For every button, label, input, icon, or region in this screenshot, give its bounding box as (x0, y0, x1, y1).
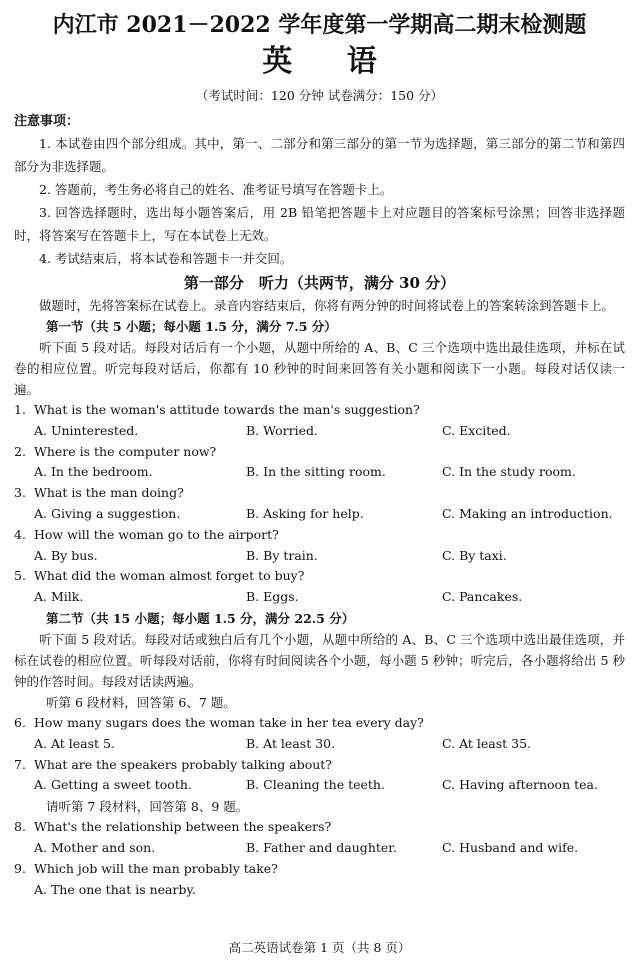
question-1 (14, 400, 625, 421)
question-number: 8. (14, 819, 26, 835)
option-a: A. In the bedroom. (34, 464, 153, 480)
question-3 (14, 483, 625, 504)
option-c: C. Having afternoon tea. (442, 777, 598, 793)
question-text: What are the speakers probably talking about? (34, 756, 333, 772)
options-6 (14, 734, 625, 755)
section1-heading: 第一节（共 5 小题；每小题 1.5 分，满分 7.5 分） (46, 319, 337, 334)
question-9 (14, 859, 625, 880)
question-number: 9. (14, 860, 26, 876)
question-8 (14, 817, 625, 838)
notice-item: 1. 本试卷由四个部分组成。其中，第一、二部分和第三部分的第一节为选择题，第三部分的第二节和第四部分为非选择题。 (14, 136, 625, 174)
option-a: A. Milk. (34, 589, 84, 605)
question-number: 3. (14, 485, 26, 501)
question-2 (14, 442, 625, 463)
question-text: How many sugars does the woman take in her tea every day? (34, 714, 424, 730)
question-text: How will the woman go to the airport? (34, 526, 279, 542)
section1-intro: 听下面 5 段对话。每段对话后有一个小题，从题中所给的 A、B、C 三个选项中选出最佳选项，并标在试卷的相应位置。听完每段对话后，你都有 10 秒钟的时间来回答有关小题和阅读下一小题。每段对话仅读一遍。 (14, 340, 625, 397)
option-b: B. Asking for help. (246, 505, 364, 521)
question-text: Which job will the man probably take? (34, 860, 278, 876)
exam-info: （考试时间：120 分钟 试卷满分：150 分） (195, 88, 444, 103)
option-a: A. Uninterested. (34, 422, 139, 438)
option-a: A. Mother and son. (34, 839, 156, 855)
option-c: C. Excited. (442, 422, 511, 438)
option-a: A. The one that is nearby. (34, 881, 196, 897)
option-b: B. By train. (246, 547, 318, 563)
option-c: C. In the study room. (442, 464, 576, 480)
section2-heading: 第二节（共 15 小题；每小题 1.5 分，满分 22.5 分） (46, 610, 355, 626)
question-number: 7. (14, 756, 26, 772)
option-c: C. By taxi. (442, 547, 507, 563)
exam-title: 内江市 2021－2022 学年度第一学期高二期末检测题 (52, 12, 587, 38)
question-number: 2. (14, 443, 26, 459)
option-a: A. By bus. (34, 547, 98, 563)
options-5 (14, 587, 625, 608)
question-number: 5. (14, 568, 26, 584)
option-b: B. In the sitting room. (246, 464, 386, 480)
question-4 (14, 525, 625, 546)
question-number: 1. (14, 402, 26, 417)
option-a: A. Getting a sweet tooth. (34, 777, 192, 793)
options-4 (14, 546, 625, 567)
question-7 (14, 755, 625, 776)
notice-heading: 注意事项： (14, 114, 80, 129)
options-9 (14, 880, 625, 901)
notice-item: 4. 考试结束后，将本试卷和答题卡一并交回。 (39, 251, 293, 266)
page-footer: 高二英语试卷第 1 页（共 8 页） (228, 940, 411, 955)
options-7 (14, 775, 625, 796)
notice-item: 3. 回答选择题时，选出每小题答案后，用 2B 铅笔把答题卡上对应题目的答案标号涂黑；回答非选择题时，将答案写在答题卡上，写在本试卷上无效。 (14, 205, 625, 243)
subject-title: 英 语 (262, 44, 399, 79)
question-text: What is the man doing? (34, 485, 184, 501)
section2-intro: 听下面 5 段对话。每段对话或独白后有几个小题，从题中所给的 A、B、C 三个选项中选出最佳选项，并标在试卷的相应位置。听每段对话前，你将有时间阅读各个小题，每小题 5 秒钟；听完后，各小题将给出 5 秒钟的作答时间。每段对话读两遍。 (14, 631, 625, 689)
option-c: C. Husband and wife. (442, 839, 579, 855)
question-text: What is the woman's attitude towards the man's suggestion? (34, 402, 420, 417)
question-text: What did the woman almost forget to buy? (34, 568, 305, 584)
option-c: C. Making an introduction. (442, 505, 613, 521)
material-7-instruction: 请听第 7 段材料，回答第 8、9 题。 (46, 799, 249, 815)
question-text: What's the relationship between the speakers? (34, 819, 332, 835)
option-b: B. Father and daughter. (246, 839, 397, 855)
option-b: B. At least 30. (246, 735, 336, 751)
question-text: Where is the computer now? (34, 443, 217, 459)
part1-intro: 做题时，先将答案标在试卷上。录音内容结束后，你将有两分钟的时间将试卷上的答案转涂到答题卡上。 (39, 298, 615, 313)
material-6-instruction: 听第 6 段材料，回答第 6、7 题。 (46, 694, 236, 710)
option-c: C. Pancakes. (442, 589, 523, 605)
option-b: B. Worried. (246, 422, 318, 438)
option-a: A. At least 5. (34, 735, 115, 751)
notice-item: 2. 答题前，考生务必将自己的姓名、准考证号填写在答题卡上。 (39, 182, 393, 197)
question-number: 6. (14, 714, 26, 730)
question-number: 4. (14, 526, 26, 542)
options-3 (14, 504, 625, 525)
options-8 (14, 838, 625, 859)
options-1 (14, 421, 625, 442)
option-c: C. At least 35. (442, 735, 532, 751)
question-6 (14, 713, 625, 734)
option-b: B. Eggs. (246, 589, 299, 605)
option-b: B. Cleaning the teeth. (246, 777, 385, 793)
question-5 (14, 566, 625, 587)
options-2 (14, 462, 625, 483)
part1-heading: 第一部分 听力（共两节，满分 30 分） (183, 274, 456, 292)
option-a: A. Giving a suggestion. (34, 505, 181, 521)
